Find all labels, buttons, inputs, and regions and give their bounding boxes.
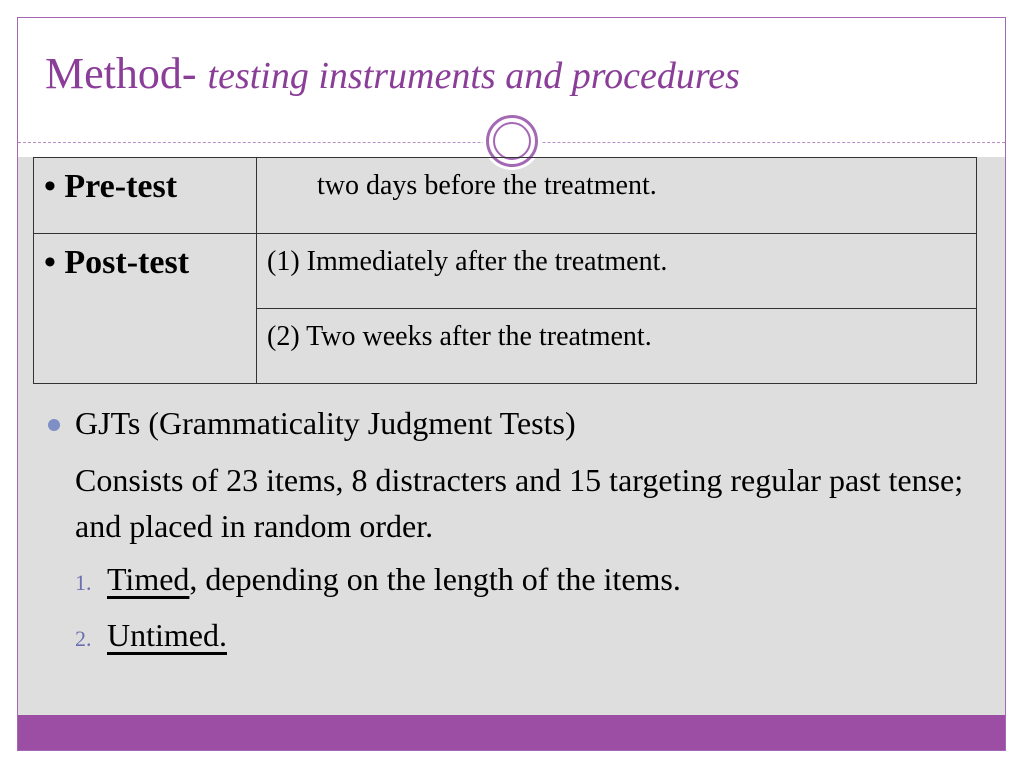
list-number: 1. — [75, 570, 92, 595]
list-item-timed — [75, 560, 681, 598]
list-term: Untimed. — [107, 617, 227, 653]
list-number: 2. — [75, 626, 92, 651]
posttest-value-1: (1) Immediately after the treatment. — [257, 234, 977, 309]
posttest-label: Post-test — [64, 244, 190, 281]
posttest-label-cell: • Post-test — [34, 234, 257, 384]
bottom-accent-bar — [18, 715, 1005, 750]
table-row-pretest — [34, 158, 977, 234]
pretest-label-cell: • Pre-test — [34, 158, 257, 234]
pretest-label: Pre-test — [64, 168, 178, 205]
description-text: Consists of 23 items, 8 distracters and 15 targeting regular past tense; and placed in random order. — [75, 462, 964, 545]
schedule-table — [33, 157, 977, 384]
title-main: Method- — [45, 49, 208, 98]
posttest-value-2: (2) Two weeks after the treatment. — [257, 309, 977, 384]
pretest-value: two days before the treatment. — [257, 158, 977, 234]
slide-title — [45, 49, 740, 98]
table-row-posttest-1 — [34, 234, 977, 309]
list-item-untimed — [75, 616, 227, 654]
bullet-dot-icon — [48, 419, 60, 431]
bullet-text: GJTs (Grammaticality Judgment Tests) — [75, 405, 576, 441]
title-subtitle: testing instruments and procedures — [207, 55, 740, 97]
list-rest: , depending on the length of the items. — [189, 561, 681, 597]
list-term: Timed — [107, 561, 190, 597]
